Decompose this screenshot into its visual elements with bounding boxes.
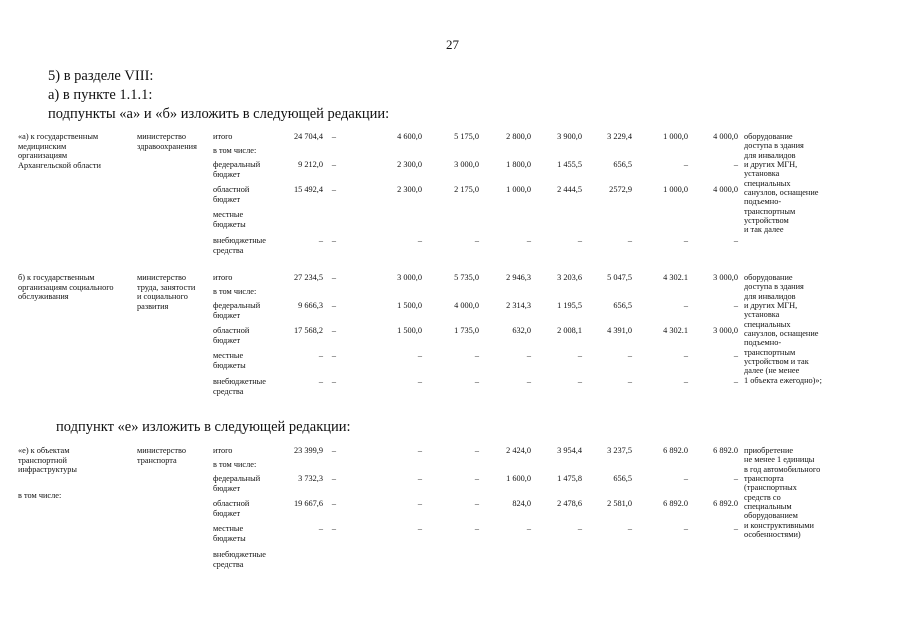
object-description: б) к государственным организациям социального обслуживания [18, 273, 114, 302]
amount-cell: 1 475,8 [557, 474, 582, 483]
amount-cell: 17 568,2 [293, 326, 323, 335]
heading-subitems-ab: подпункты «а» и «б» изложить в следующей редакции: [48, 106, 390, 122]
funding-source: в том числе: [213, 287, 257, 296]
funding-source: федеральный бюджет [213, 474, 261, 493]
amount-cell: – [417, 524, 422, 533]
object-extra: в том числе: [18, 491, 62, 500]
amount-cell: – [331, 236, 337, 245]
amount-cell: 2 300,0 [397, 160, 422, 169]
amount-cell: 6 892.0 [713, 499, 738, 508]
amount-cell: 4 000,0 [713, 132, 738, 141]
amount-cell: – [627, 351, 632, 360]
funding-source: итого [213, 273, 233, 282]
funding-source: итого [213, 132, 233, 141]
amount-cell: 5 175,0 [454, 132, 479, 141]
amount-cell: – [331, 326, 337, 335]
amount-cell: – [474, 377, 479, 386]
amount-cell: – [318, 236, 323, 245]
amount-cell: – [331, 132, 337, 141]
amount-cell: 824,0 [512, 499, 531, 508]
amount-cell: – [683, 377, 688, 386]
amount-cell: 2 478,6 [557, 499, 582, 508]
amount-cell: – [733, 524, 738, 533]
amount-cell: – [627, 236, 632, 245]
amount-cell: – [474, 236, 479, 245]
amount-cell: – [577, 377, 582, 386]
funding-source: внебюджетные средства [213, 550, 266, 569]
amount-cell: – [331, 185, 337, 194]
responsible-ministry: министерство транспорта [137, 446, 187, 465]
amount-cell: 5 047,5 [607, 273, 632, 282]
amount-cell: 4 600,0 [397, 132, 422, 141]
amount-cell: 656,5 [613, 160, 632, 169]
amount-cell: 3 000,0 [454, 160, 479, 169]
amount-cell: 656,5 [613, 474, 632, 483]
funding-source: итого [213, 446, 233, 455]
measure-description: оборудование доступа в здания для инвалидов и других МГН, установка специальных санузлов, оснащение подъемно- транспортным устройством и так далее (не менее 1 объекта ежегодно)»; [744, 273, 822, 385]
amount-cell: – [331, 377, 337, 386]
amount-cell: – [331, 301, 337, 310]
amount-cell: – [577, 236, 582, 245]
amount-cell: – [733, 351, 738, 360]
amount-cell: 2 444,5 [557, 185, 582, 194]
amount-cell: – [331, 351, 337, 360]
amount-cell: 2 424,0 [506, 446, 531, 455]
responsible-ministry: министерство труда, занятости и социального развития [137, 273, 196, 311]
amount-cell: – [417, 474, 422, 483]
amount-cell: 2 800,0 [506, 132, 531, 141]
heading-section: 5) в разделе VIII: [48, 68, 154, 84]
amount-cell: 3 000,0 [713, 326, 738, 335]
funding-source: в том числе: [213, 146, 257, 155]
amount-cell: 656,5 [613, 301, 632, 310]
amount-cell: 9 212,0 [298, 160, 323, 169]
amount-cell: – [733, 474, 738, 483]
object-description: «а) к государственным медицинским организациям Архангельской области [18, 132, 101, 170]
amount-cell: – [733, 236, 738, 245]
amount-cell: – [417, 499, 422, 508]
amount-cell: 1 500,0 [397, 326, 422, 335]
funding-source: местные бюджеты [213, 210, 246, 229]
amount-cell: 3 732,3 [298, 474, 323, 483]
amount-cell: – [474, 524, 479, 533]
amount-cell: – [683, 524, 688, 533]
amount-cell: 19 667,6 [293, 499, 323, 508]
amount-cell: 4 302.1 [663, 273, 688, 282]
amount-cell: 9 666,3 [298, 301, 323, 310]
amount-cell: – [627, 377, 632, 386]
amount-cell: 4 302.1 [663, 326, 688, 335]
amount-cell: – [683, 301, 688, 310]
amount-cell: – [683, 474, 688, 483]
amount-cell: 1 800,0 [506, 160, 531, 169]
amount-cell: 2572,9 [609, 185, 632, 194]
amount-cell: – [331, 474, 337, 483]
amount-cell: 1 500,0 [397, 301, 422, 310]
amount-cell: – [318, 351, 323, 360]
amount-cell: – [627, 524, 632, 533]
amount-cell: – [577, 524, 582, 533]
amount-cell: 2 314,3 [506, 301, 531, 310]
amount-cell: 4 391,0 [607, 326, 632, 335]
amount-cell: – [417, 351, 422, 360]
funding-source: местные бюджеты [213, 351, 246, 370]
amount-cell: – [331, 446, 337, 455]
amount-cell: 3 229,4 [607, 132, 632, 141]
amount-cell: 3 237,5 [607, 446, 632, 455]
amount-cell: 3 000,0 [713, 273, 738, 282]
responsible-ministry: министерство здравоохранения [137, 132, 197, 151]
amount-cell: – [331, 160, 337, 169]
amount-cell: – [733, 377, 738, 386]
amount-cell: 2 300,0 [397, 185, 422, 194]
amount-cell: 1 735,0 [454, 326, 479, 335]
measure-description: приобретение не менее 1 единицы в год автомобильного транспорта (транспортных средств со специальным оборудованием и конструктивными особенностями) [744, 446, 821, 540]
funding-source: федеральный бюджет [213, 301, 261, 320]
amount-cell: – [526, 351, 531, 360]
amount-cell: – [318, 524, 323, 533]
amount-cell: – [474, 351, 479, 360]
funding-source: областной бюджет [213, 326, 250, 345]
amount-cell: – [417, 236, 422, 245]
amount-cell: 1 600,0 [506, 474, 531, 483]
amount-cell: 23 399,9 [293, 446, 323, 455]
amount-cell: 2 008,1 [557, 326, 582, 335]
amount-cell: – [318, 377, 323, 386]
amount-cell: – [417, 377, 422, 386]
amount-cell: – [683, 160, 688, 169]
amount-cell: 4 000,0 [713, 185, 738, 194]
funding-source: внебюджетные средства [213, 377, 266, 396]
amount-cell: 6 892.0 [663, 499, 688, 508]
heading-item: а) в пункте 1.1.1: [48, 87, 153, 103]
amount-cell: – [526, 524, 531, 533]
amount-cell: 1 455,5 [557, 160, 582, 169]
amount-cell: 15 492,4 [293, 185, 323, 194]
amount-cell: 632,0 [512, 326, 531, 335]
amount-cell: 1 000,0 [663, 132, 688, 141]
funding-source: федеральный бюджет [213, 160, 261, 179]
amount-cell: – [526, 236, 531, 245]
amount-cell: – [417, 446, 422, 455]
amount-cell: 6 892.0 [713, 446, 738, 455]
amount-cell: 6 892.0 [663, 446, 688, 455]
funding-source: областной бюджет [213, 499, 250, 518]
amount-cell: – [331, 524, 337, 533]
amount-cell: 4 000,0 [454, 301, 479, 310]
amount-cell: – [733, 301, 738, 310]
amount-cell: – [683, 236, 688, 245]
amount-cell: 1 195,5 [557, 301, 582, 310]
amount-cell: 1 000,0 [663, 185, 688, 194]
amount-cell: – [733, 160, 738, 169]
amount-cell: – [577, 351, 582, 360]
amount-cell: 24 704,4 [293, 132, 323, 141]
funding-source: внебюджетные средства [213, 236, 266, 255]
amount-cell: 27 234,5 [293, 273, 323, 282]
amount-cell: – [526, 377, 531, 386]
amount-cell: 1 000,0 [506, 185, 531, 194]
amount-cell: 2 946,3 [506, 273, 531, 282]
amount-cell: – [331, 499, 337, 508]
amount-cell: 3 203,6 [557, 273, 582, 282]
amount-cell: – [474, 474, 479, 483]
amount-cell: – [331, 273, 337, 282]
amount-cell: – [683, 351, 688, 360]
amount-cell: 3 900,0 [557, 132, 582, 141]
amount-cell: – [474, 446, 479, 455]
amount-cell: 3 000,0 [397, 273, 422, 282]
amount-cell: 3 954,4 [557, 446, 582, 455]
measure-description: оборудование доступа в здания для инвалидов и других МГН, установка специальных санузлов, оснащение подъемно- транспортным устройством и так далее [744, 132, 819, 235]
object-description: «е) к объектам транспортной инфраструктуры [18, 446, 77, 475]
amount-cell: – [474, 499, 479, 508]
heading-subitem-e: подпункт «е» изложить в следующей редакции: [56, 419, 351, 435]
funding-source: местные бюджеты [213, 524, 246, 543]
funding-source: в том числе: [213, 460, 257, 469]
page-number: 27 [446, 37, 459, 52]
amount-cell: 5 735,0 [454, 273, 479, 282]
amount-cell: 2 175,0 [454, 185, 479, 194]
amount-cell: 2 581,0 [607, 499, 632, 508]
funding-source: областной бюджет [213, 185, 250, 204]
